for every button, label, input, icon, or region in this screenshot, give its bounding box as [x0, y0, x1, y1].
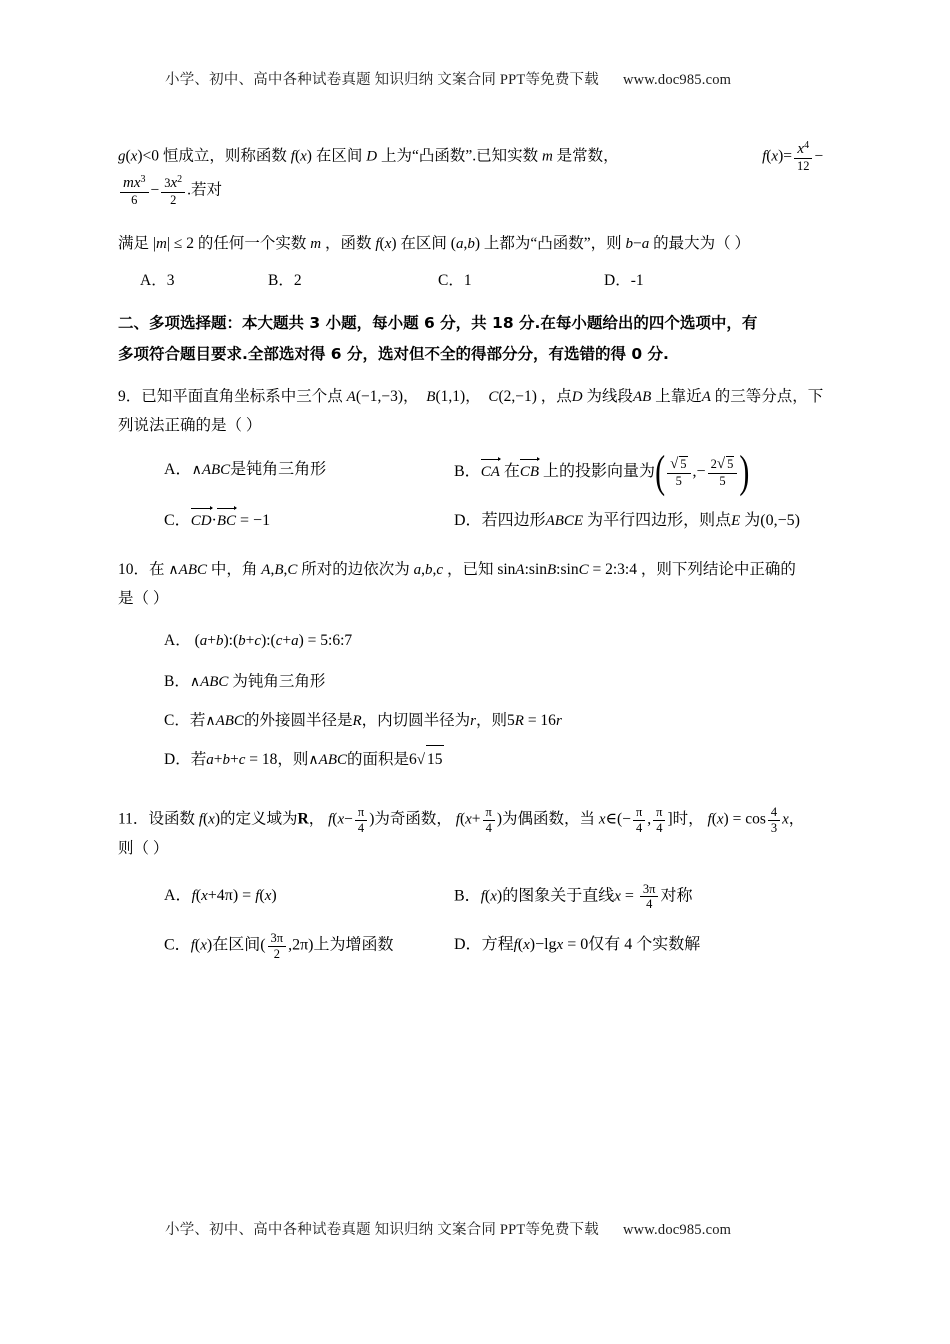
q10-option-a[interactable]: A． (a+b):(b+c):(c+a) = 5:6:7: [164, 632, 353, 650]
header-url: www.doc985.com: [622, 72, 732, 88]
q9-number: 9．: [118, 387, 142, 405]
q8-option-b-text: 2: [293, 272, 302, 290]
q8-line-2: 满足 |m| ≤ 2 的任何一个实数 m ，函数 f(x) 在区间 (a,b) 上都为“凸函数”，则 b−a 的最大为（ ）: [118, 234, 751, 252]
q11-option-d-text-a: 方程: [481, 936, 514, 954]
q8-option-a-text: 3: [166, 272, 175, 290]
q8-text-c: 上为“凸函数”.已知实数: [380, 147, 539, 165]
q9-option-d[interactable]: D．若四边形ABCE 为平行四边形，则点E 为(0,−5): [454, 511, 800, 529]
q10-option-a-label: A．: [164, 632, 191, 650]
q10-text-f: 是（ ）: [118, 589, 169, 607]
q8-option-a-label: A．: [140, 272, 167, 290]
q10-text-e: ，则下列结论中正确的: [640, 560, 796, 578]
q9-options-row-2: [118, 507, 834, 530]
q8-text-h: ，函数: [324, 234, 372, 252]
q8-text-k: 的最大为（ ）: [653, 234, 751, 252]
q11-stem-line-2: [118, 835, 834, 864]
q8-line-1: g(x)<0 恒成立，则称函数 f(x) 在区间 D 上为“凸函数”.已知实数 m 是常数， f(x)= $\frac{x^4}{12}$ − $\frac{mx^3}{6}$ − $\frac{3x^2}{2}$ .若对: [118, 140, 824, 208]
q9-text-g: 的三等分点，下: [714, 387, 824, 405]
q9-option-b-text-b: 上的投影向量为: [543, 463, 656, 481]
q10-option-c-text-a: 若: [189, 711, 206, 729]
q11-option-c-label: C．: [164, 936, 191, 954]
q10-number: 10．: [118, 560, 150, 578]
q11-option-c-text-a: 在区间: [212, 936, 261, 954]
q10-option-c-label: C．: [164, 711, 190, 729]
q8-text-i: 在区间: [400, 234, 447, 252]
q10-option-d[interactable]: D．若a+b+c = 18，则∧ABC的面积是6√ 15: [118, 745, 834, 775]
q10-option-d-text-a: 若: [190, 751, 207, 769]
q9-option-c-label: C．: [164, 511, 191, 529]
q11-option-d-text-b: 仅有 4 个实数解: [588, 936, 701, 954]
q11-text-g: ，: [788, 810, 805, 828]
q10-option-c-text-b: 的外接圆半径是: [243, 711, 353, 729]
q8-option-c-text: 1: [463, 272, 472, 290]
q9-option-d-text-b: 为平行四边形，则点: [587, 511, 732, 529]
q9-text-e: 为线段: [586, 387, 634, 405]
q8-text-j: 上都为“凸函数”，则: [483, 234, 622, 252]
q9-stem-line-1: 9．已知平面直角坐标系中三个点 A(−1,−3)， B(1,1)， C(2,−1) ，点D 为线段AB 上靠近A 的三等分点，下: [118, 387, 824, 405]
q9-option-d-text-c: 为: [744, 511, 761, 529]
q10-stem-line-1: 10．在 ∧ABC 中，角 A,B,C 所对的边依次为 a,b,c ，已知 sinA:sinB:sinC = 2:3:4 ，则下列结论中正确的: [118, 560, 796, 578]
document-body: [118, 140, 834, 967]
q11-text-f: 时，: [672, 810, 704, 828]
q9-stem-line-2: [118, 412, 834, 441]
question-11: [118, 805, 834, 961]
q10-option-c-text-c: ，内切圆半径为: [361, 711, 471, 729]
q10-option-d-text-b: ，则: [277, 751, 309, 769]
q9-text-d: ，点: [540, 387, 572, 405]
q11-number: 11．: [118, 810, 149, 828]
q9-text-a: 已知平面直角坐标系中三个点: [141, 387, 343, 405]
q9-text-f: 上靠近: [655, 387, 702, 405]
q9-option-d-text-a: 若四边形: [481, 511, 546, 529]
q8-text-a: 恒成立，则称函数: [162, 147, 287, 165]
question-9: [118, 383, 834, 530]
q8-option-b[interactable]: [268, 268, 438, 290]
q8-option-d-text: -1: [630, 272, 644, 290]
section-2-line-1: 二、多项选择题：本大题共 3 小题，每小题 6 分，共 18 分.在每小题给出的四个选项中，有: [118, 314, 758, 333]
header-text: 小学、初中、高中各种试卷真题 知识归纳 文案合同 PPT等免费下载: [165, 72, 599, 88]
q10-option-b-label: B．: [164, 672, 190, 690]
q11-text-d: 为奇函数，: [374, 810, 452, 828]
q11-option-c-text-b: 上为增函数: [313, 936, 394, 954]
question-8: [118, 140, 834, 290]
q11-option-b-label: B．: [454, 887, 481, 905]
q11-option-a[interactable]: A．f(x+4π) = f(x): [164, 886, 277, 904]
q11-stem-line-1: 11．设函数 f(x)的定义域为R， f(x− $\frac{\pi}{4}$ )为奇函数， f(x+ $\frac{\pi}{4}$ )为偶函数，当 x∈(− $\frac{\pi}{4}$ , $\frac{\pi}{4}$ ]时， f(x) = cos $\frac{4}{3}$ x，: [118, 805, 805, 835]
q8-text-b: 在区间: [315, 147, 363, 165]
q8-option-d[interactable]: [604, 268, 644, 290]
q9-option-a-label: A．: [164, 461, 192, 479]
q11-options-row-1: [118, 882, 834, 912]
q9-option-c[interactable]: C．CD·BC = −1: [164, 511, 271, 529]
q9-text-b: ，: [403, 387, 419, 405]
footer-text: 小学、初中、高中各种试卷真题 知识归纳 文案合同 PPT等免费下载: [165, 1222, 599, 1238]
q11-text-c: ，: [308, 810, 325, 828]
page-header: [165, 68, 731, 89]
q10-option-d-text-c: 的面积是: [347, 751, 410, 769]
q11-option-d-label: D．: [454, 936, 482, 954]
q10-option-b[interactable]: B．∧ABC 为钝角三角形: [164, 672, 326, 690]
q9-option-a-text: 是钝角三角形: [230, 461, 327, 479]
q10-stem-line-2: [118, 585, 834, 614]
q11-text-h: 则（ ）: [118, 839, 169, 857]
section-2-line-2: 多项符合题目要求.全部选对得 6 分，选对但不全的得部分分，有选错的得 0 分.: [118, 344, 669, 363]
q11-option-b-text-a: 的图象关于直线: [502, 887, 615, 905]
q8-text-d: 是常数，: [556, 147, 619, 165]
q9-option-b[interactable]: B．CA 在CB 上的投影向量为( $\frac{√ 5}{5}$ ,− $\frac{2√ 5}{5}$ ): [454, 447, 750, 497]
q8-option-c[interactable]: [438, 268, 604, 290]
q11-option-b[interactable]: B．f(x)的图象关于直线x = $\frac{3\pi}{4}$ 对称: [454, 881, 693, 912]
q11-option-d[interactable]: D．方程f(x)−lgx = 0仅有 4 个实数解: [454, 936, 701, 954]
q9-options-row-1: [118, 447, 834, 497]
q8-text-g: 的任何一个实数: [197, 234, 307, 252]
q10-option-d-label: D．: [164, 751, 191, 769]
q11-options-row-2: [118, 931, 834, 961]
q10-text-d: ，已知: [446, 560, 494, 578]
q8-text-e: .若对: [187, 181, 223, 199]
q8-option-b-label: B．: [268, 272, 294, 290]
q8-text-f: 满足: [118, 234, 150, 252]
q9-option-b-text-a: 在: [503, 463, 520, 481]
q11-text-a: 设函数: [148, 810, 195, 828]
question-10: [118, 556, 834, 775]
q10-option-c-text-d: ，则: [476, 711, 508, 729]
q10-option-c[interactable]: C．若∧ABC的外接圆半径是R，内切圆半径为r，则5R = 16r: [164, 711, 562, 729]
q10-option-b-text: 为钝角三角形: [232, 672, 326, 690]
q10-text-a: 在: [149, 560, 165, 578]
q11-domain-R: R: [297, 810, 309, 828]
footer-url: www.doc985.com: [622, 1222, 732, 1238]
q11-option-a-label: A．: [164, 886, 192, 904]
q9-text-h: 列说法正确的是（ ）: [118, 416, 262, 434]
q9-text-c: ，: [465, 387, 481, 405]
q10-text-b: 中，角: [210, 560, 258, 578]
q9-option-d-label: D．: [454, 511, 482, 529]
q11-text-b: 的定义域为: [220, 810, 298, 828]
q10-text-c: 所对的边依次为: [301, 560, 410, 578]
q9-option-a[interactable]: A．∧ABC是钝角三角形: [164, 461, 327, 479]
q8-options: [118, 268, 834, 290]
q8-option-d-label: D．: [604, 272, 631, 290]
q8-option-a[interactable]: [118, 268, 268, 290]
q11-option-c[interactable]: C．f(x)在区间( $\frac{3\pi}{2}$ ,2π)上为增函数: [164, 931, 394, 961]
section-2-heading: [118, 308, 834, 368]
q8-option-c-label: C．: [438, 272, 464, 290]
page-footer: [165, 1218, 731, 1239]
q11-option-b-text-b: 对称: [660, 887, 693, 905]
q9-option-b-label: B．: [454, 463, 481, 481]
q11-text-e: 为偶函数，当: [502, 810, 596, 828]
